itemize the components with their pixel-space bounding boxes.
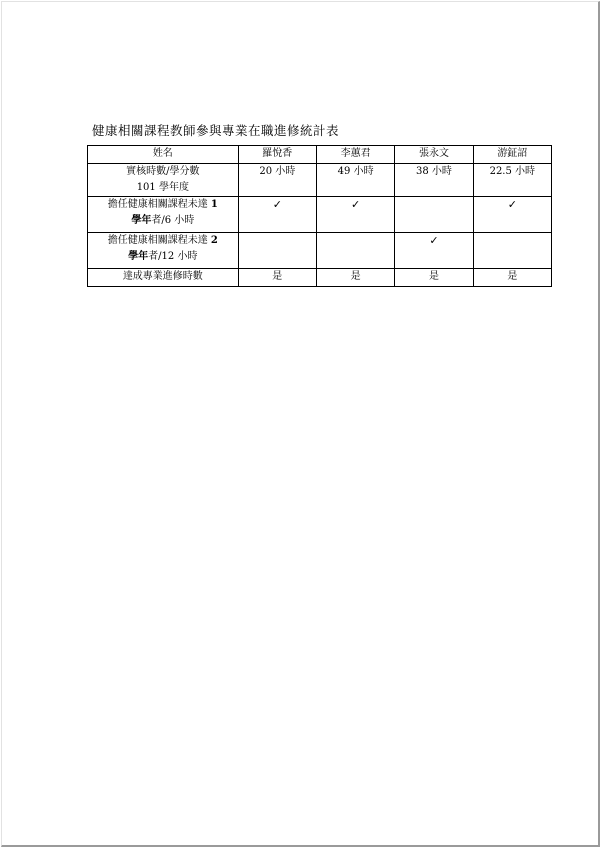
hours-value-3: 38 小時 bbox=[395, 164, 473, 197]
table-header-row bbox=[88, 146, 552, 164]
under-1-mark-3 bbox=[395, 197, 473, 233]
under-1-label-line1 bbox=[90, 197, 236, 213]
table-row-hours bbox=[88, 164, 552, 197]
under-1-label-line2 bbox=[90, 213, 236, 229]
under-2-label-text: 擔任健康相關課程未達 bbox=[107, 235, 208, 246]
achieved-value-3: 是 bbox=[395, 269, 473, 287]
hours-value-1: 20 小時 bbox=[238, 164, 316, 197]
header-person-1: 羅悅香 bbox=[238, 146, 316, 164]
under-2-label-line2 bbox=[90, 249, 236, 265]
under-2-mark-2 bbox=[316, 233, 394, 269]
under-1-mark-2: ✓ bbox=[316, 197, 394, 233]
header-name-label: 姓名 bbox=[88, 146, 239, 164]
under-1-label-number: 1 bbox=[210, 199, 218, 210]
under-1-label-text: 擔任健康相關課程未達 bbox=[107, 199, 208, 210]
under-1-mark-1: ✓ bbox=[238, 197, 316, 233]
table-row-under-1-year bbox=[88, 197, 552, 233]
hours-label-line2: 101 學年度 bbox=[136, 182, 189, 193]
hours-label-cell bbox=[88, 164, 239, 197]
table-row-under-2-years bbox=[88, 233, 552, 269]
under-2-label-number: 2 bbox=[210, 235, 218, 246]
hours-value-2: 49 小時 bbox=[316, 164, 394, 197]
header-person-2: 李蕙君 bbox=[316, 146, 394, 164]
hours-label-line1: 實核時數/學分數 bbox=[126, 166, 200, 177]
header-person-3: 張永文 bbox=[395, 146, 473, 164]
under-2-mark-1 bbox=[238, 233, 316, 269]
under-2-label-year: 學年 bbox=[128, 251, 149, 262]
under-1-label-cell bbox=[88, 197, 239, 233]
achieved-value-4: 是 bbox=[473, 269, 551, 287]
under-2-mark-3: ✓ bbox=[395, 233, 473, 269]
header-person-4: 游鉦詔 bbox=[473, 146, 551, 164]
training-stats-table bbox=[87, 145, 552, 287]
achieved-value-1: 是 bbox=[238, 269, 316, 287]
under-2-label-line1 bbox=[90, 233, 236, 249]
document-page bbox=[1, 1, 600, 847]
document-title: 健康相關課程教師參與專業在職進修統計表 bbox=[92, 123, 340, 138]
under-1-label-hours: 者/6 小時 bbox=[151, 215, 195, 226]
under-1-label-year: 學年 bbox=[131, 215, 152, 226]
table-row-achieved bbox=[88, 269, 552, 287]
achieved-value-2: 是 bbox=[316, 269, 394, 287]
under-2-label-cell bbox=[88, 233, 239, 269]
under-1-mark-4: ✓ bbox=[473, 197, 551, 233]
under-2-label-hours: 者/12 小時 bbox=[148, 251, 198, 262]
achieved-label: 達成專業進修時數 bbox=[88, 269, 239, 287]
hours-value-4: 22.5 小時 bbox=[473, 164, 551, 197]
under-2-mark-4 bbox=[473, 233, 551, 269]
